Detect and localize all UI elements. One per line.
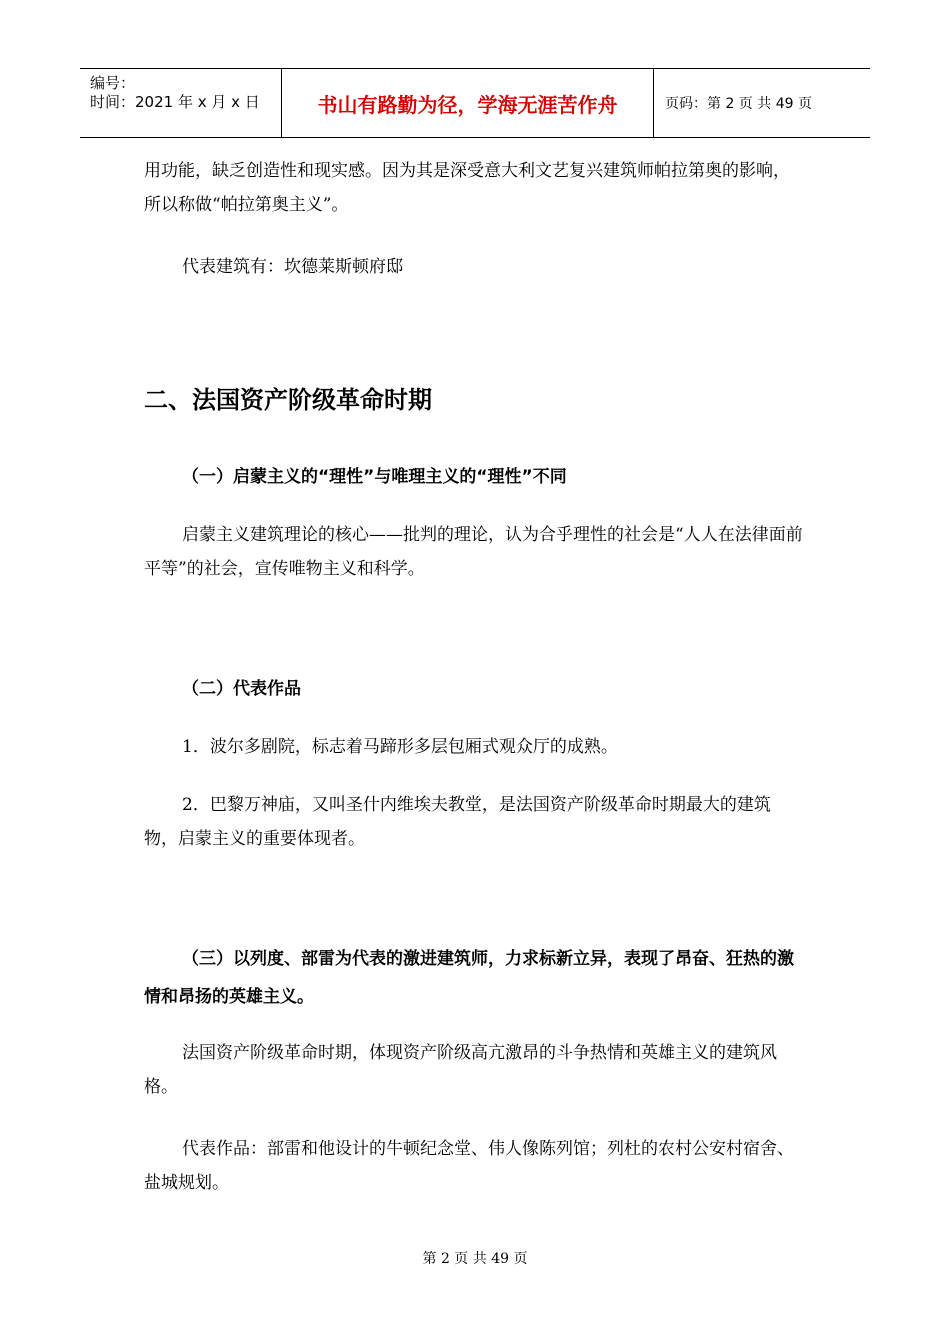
- list-item-2: 2．巴黎万神庙，又叫圣什内维埃夫教堂，是法国资产阶级革命时期最大的建筑物，启蒙主义的重要体现者。: [144, 795, 771, 849]
- header-meta-cell: [80, 69, 282, 137]
- subsection-3-text-2: 代表作品：部雷和他设计的牛顿纪念堂、伟人像陈列馆；列杜的农村公安村宿舍、盐城规划。: [144, 1139, 794, 1193]
- paragraph-continued: 用功能，缺乏创造性和现实感。因为其是深受意大利文艺复兴建筑师帕拉第奥的影响，所以称做“帕拉第奥主义”。: [144, 161, 790, 215]
- date-label: 时间：2021 年 x 月 x 日: [90, 93, 260, 111]
- subsection-3-text-1: 法国资产阶级革命时期，体现资产阶级高亢激昂的斗争热情和英雄主义的建筑风格。: [144, 1043, 777, 1097]
- section-title: 二、法国资产阶级革命时期: [144, 386, 432, 414]
- subsection-3-title: （三）以列度、部雷为代表的激进建筑师，力求标新立异，表现了昂奋、狂热的激情和昂扬的英雄主义。: [144, 949, 794, 1007]
- subsection-1-text: 启蒙主义建筑理论的核心——批判的理论，认为合乎理性的社会是“人人在法律面前平等”的社会，宣传唯物主义和科学。: [144, 525, 803, 579]
- code-label: 编号：: [90, 74, 136, 92]
- representative-buildings: 代表建筑有：坎德莱斯顿府邸: [182, 257, 403, 277]
- list-item-1: 1．波尔多剧院，标志着马蹄形多层包厢式观众厅的成熟。: [182, 737, 618, 757]
- header-page-info: 页码：第 2 页 共 49 页: [665, 96, 812, 112]
- header-motto: 书山有路勤为径，学海无涯苦作舟: [282, 69, 654, 137]
- subsection-2-title: （二）代表作品: [182, 679, 301, 699]
- page-footer: 第 2 页 共 49 页: [422, 1251, 528, 1267]
- page-header: [80, 68, 870, 138]
- subsection-1-title: （一）启蒙主义的“理性”与唯理主义的“理性”不同: [182, 467, 567, 487]
